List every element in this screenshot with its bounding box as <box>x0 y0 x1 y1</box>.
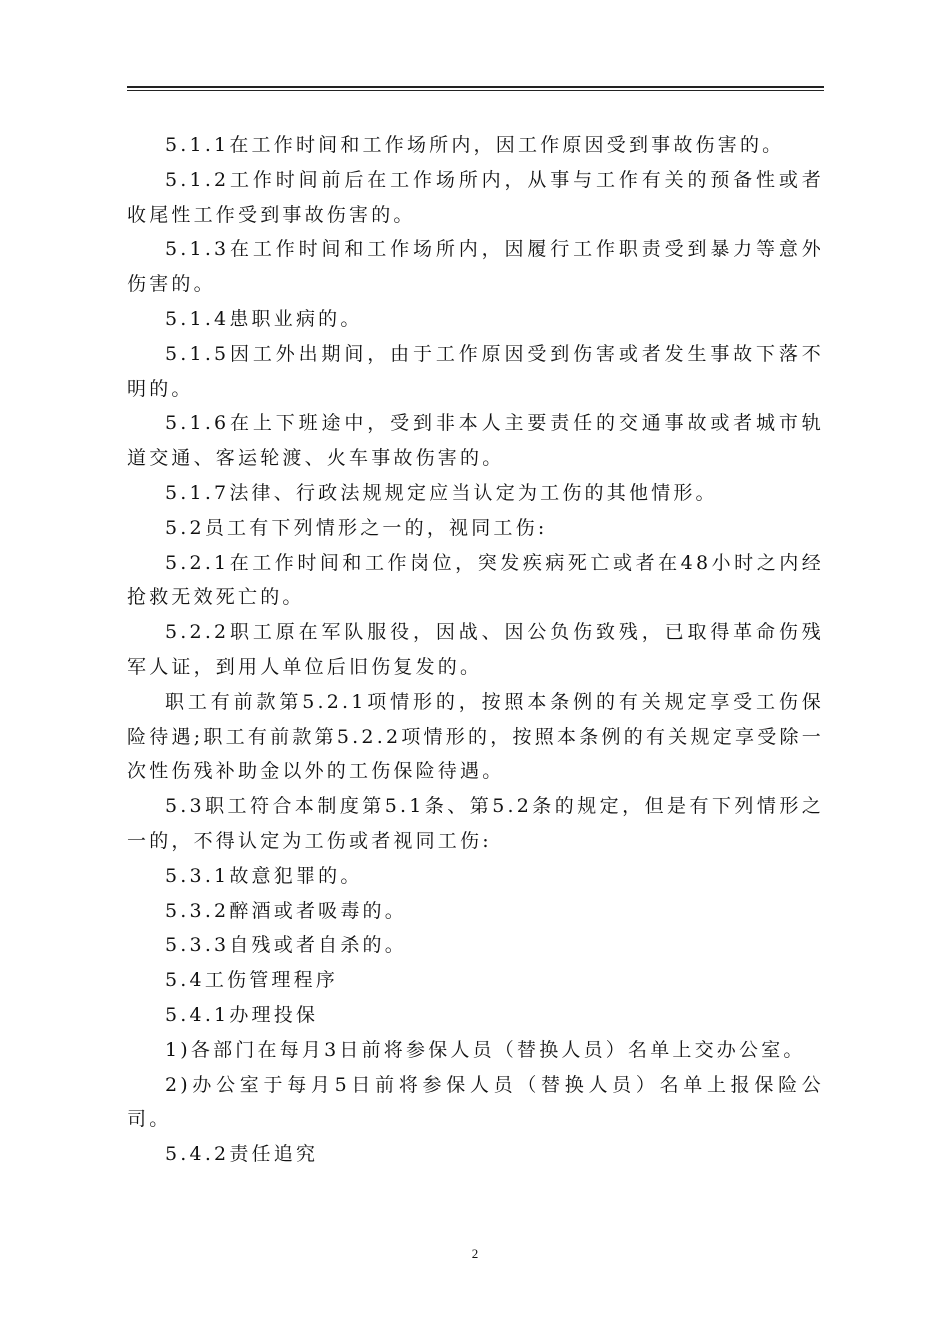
document-body <box>127 128 824 1172</box>
paragraph: 5.4工伤管理程序 <box>165 969 339 992</box>
paragraph: 5.1.4患职业病的。 <box>165 307 363 330</box>
header-rule <box>127 86 824 88</box>
paragraph: 5.1.6在上下班途中，受到非本人主要责任的交通事故或者城市轨道交通、客运轮渡、火车事故伤害的。 <box>127 412 824 470</box>
paragraph: 5.1.5因工外出期间，由于工作原因受到伤害或者发生事故下落不明的。 <box>127 342 824 400</box>
paragraph: 5.1.7法律、行政法规规定应当认定为工伤的其他情形。 <box>165 481 718 504</box>
header-rule-thin <box>127 90 824 91</box>
paragraph: 5.2.2职工原在军队服役，因战、因公负伤致残，已取得革命伤残军人证，到用人单位后旧伤复发的。 <box>127 621 824 678</box>
paragraph: 5.3.3自残或者自杀的。 <box>165 934 407 957</box>
paragraph: 5.4.1办理投保 <box>165 1003 319 1026</box>
paragraph: 5.2.1在工作时间和工作岗位，突发疾病死亡或者在48小时之内经抢救无效死亡的。 <box>127 551 824 609</box>
paragraph: 5.4.2责任追究 <box>165 1143 319 1166</box>
paragraph: 5.1.3在工作时间和工作场所内，因履行工作职责受到暴力等意外伤害的。 <box>127 238 824 296</box>
paragraph: 5.3.2醉酒或者吸毒的。 <box>165 899 407 922</box>
paragraph: 2)办公室于每月5日前将参保人员（替换人员）名单上报保险公司。 <box>127 1073 824 1131</box>
paragraph: 5.3职工符合本制度第5.1条、第5.2条的规定，但是有下列情形之一的，不得认定为工伤或者视同工伤: <box>127 795 824 852</box>
paragraph: 5.1.2工作时间前后在工作场所内，从事与工作有关的预备性或者收尾性工作受到事故伤害的。 <box>127 168 824 226</box>
paragraph: 5.2员工有下列情形之一的，视同工伤: <box>165 516 548 539</box>
paragraph: 1)各部门在每月3日前将参保人员（替换人员）名单上交办公室。 <box>165 1038 806 1061</box>
paragraph: 5.1.1在工作时间和工作场所内，因工作原因受到事故伤害的。 <box>165 134 785 156</box>
paragraph: 职工有前款第5.2.1项情形的，按照本条例的有关规定享受工伤保险待遇;职工有前款第5.2.2项情形的，按照本条例的有关规定享受除一次性伤残补助金以外的工伤保险待遇。 <box>127 690 824 783</box>
paragraph: 5.3.1故意犯罪的。 <box>165 864 363 887</box>
page-number: 2 <box>471 1246 479 1261</box>
